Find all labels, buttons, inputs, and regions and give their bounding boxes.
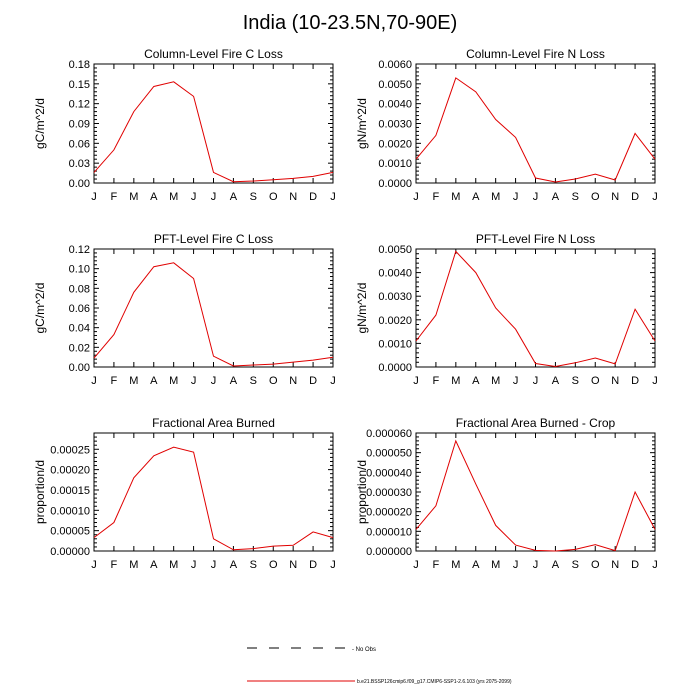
chart-title: Fractional Area Burned	[152, 416, 275, 430]
y-tick-label: 0.0000	[378, 362, 412, 374]
y-tick-label: 0.0050	[378, 78, 412, 91]
y-tick-label: 0.000010	[366, 526, 412, 539]
x-tick-label: J	[190, 559, 197, 571]
y-tick-label: 0.00010	[50, 505, 90, 518]
x-tick-label: J	[652, 191, 658, 203]
y-axis-label: proportion/d	[355, 459, 369, 525]
chart-title: Fractional Area Burned - Crop	[455, 416, 616, 430]
x-tick-label: A	[551, 191, 560, 203]
legend-obs-label: - No Obs	[352, 647, 377, 653]
x-tick-label: J	[330, 375, 336, 387]
x-tick-label: F	[432, 191, 440, 203]
x-tick-label: J	[413, 191, 419, 203]
x-tick-label: M	[169, 375, 179, 387]
x-tick-label: M	[491, 559, 501, 571]
x-tick-label: F	[110, 559, 118, 571]
x-tick-label: A	[551, 559, 560, 571]
x-tick-label: O	[268, 191, 278, 203]
x-tick-label: D	[631, 375, 640, 387]
y-tick-label: 0.000050	[366, 447, 412, 460]
y-tick-label: 0.00005	[50, 525, 90, 538]
y-tick-label: 0.0020	[378, 314, 412, 327]
y-tick-label: 0.00	[68, 362, 90, 374]
y-tick-label: 0.0010	[378, 158, 412, 171]
x-tick-label: J	[190, 375, 197, 387]
y-axis-label: proportion/d	[33, 459, 47, 525]
x-tick-label: J	[190, 191, 197, 203]
y-tick-label: 0.0060	[378, 59, 412, 71]
x-tick-label: A	[150, 559, 158, 571]
x-tick-label: D	[309, 559, 318, 571]
x-tick-label: M	[129, 191, 139, 203]
y-tick-label: 0.09	[68, 118, 90, 131]
x-tick-label: M	[451, 191, 461, 203]
y-tick-label: 0.0000	[378, 178, 412, 190]
y-tick-label: 0.00020	[50, 464, 90, 477]
x-tick-label: O	[268, 559, 278, 571]
y-tick-label: 0.0040	[378, 98, 412, 111]
y-tick-label: 0.12	[68, 244, 90, 256]
x-tick-label: S	[249, 559, 258, 571]
x-tick-label: M	[129, 375, 139, 387]
x-tick-label: S	[249, 191, 258, 203]
x-tick-label: J	[532, 191, 539, 203]
x-tick-label: A	[472, 375, 480, 387]
x-tick-label: J	[532, 559, 539, 571]
chart-title: PFT-Level Fire C Loss	[153, 232, 274, 246]
x-tick-label: F	[110, 191, 118, 203]
x-tick-label: A	[229, 375, 238, 387]
x-tick-label: M	[491, 191, 501, 203]
y-tick-label: 0.00025	[50, 444, 90, 457]
y-tick-label: 0.18	[68, 59, 90, 71]
y-tick-label: 0.0040	[378, 267, 412, 280]
x-tick-label: J	[532, 375, 539, 387]
chart-title: Column-Level Fire C Loss	[144, 47, 283, 61]
x-tick-label: D	[631, 559, 640, 571]
y-tick-label: 0.10	[68, 263, 90, 276]
x-tick-label: O	[590, 559, 600, 571]
x-tick-label: A	[472, 559, 480, 571]
y-tick-label: 0.000000	[366, 546, 412, 558]
x-tick-label: J	[512, 375, 519, 387]
x-tick-label: J	[210, 559, 217, 571]
x-tick-label: J	[210, 191, 217, 203]
y-tick-label: 0.000020	[366, 506, 412, 519]
x-tick-label: A	[472, 191, 480, 203]
x-tick-label: J	[91, 559, 97, 571]
y-tick-label: 0.0020	[378, 138, 412, 151]
page-title: India (10-23.5N,70-90E)	[242, 12, 458, 34]
y-tick-label: 0.03	[68, 158, 90, 171]
x-tick-label: M	[169, 191, 179, 203]
x-tick-label: J	[210, 375, 217, 387]
x-tick-label: J	[330, 191, 336, 203]
x-tick-label: O	[268, 375, 278, 387]
x-tick-label: F	[432, 559, 440, 571]
x-tick-label: J	[413, 559, 419, 571]
y-tick-label: 0.06	[68, 138, 90, 151]
x-tick-label: F	[432, 375, 440, 387]
x-tick-label: M	[451, 375, 461, 387]
y-tick-label: 0.15	[68, 78, 90, 91]
y-tick-label: 0.08	[68, 283, 90, 296]
x-tick-label: O	[590, 191, 600, 203]
x-tick-label: M	[491, 375, 501, 387]
y-tick-label: 0.0030	[378, 118, 412, 131]
x-tick-label: J	[512, 559, 519, 571]
x-tick-label: J	[652, 375, 658, 387]
y-tick-label: 0.0050	[378, 244, 412, 256]
x-tick-label: D	[309, 375, 318, 387]
y-tick-label: 0.06	[68, 303, 90, 315]
x-tick-label: J	[652, 559, 658, 571]
x-tick-label: A	[551, 375, 560, 387]
x-tick-label: D	[309, 191, 318, 203]
y-tick-label: 0.02	[68, 342, 90, 355]
y-tick-label: 0.04	[68, 322, 90, 335]
x-tick-label: N	[289, 191, 298, 203]
x-tick-label: J	[91, 375, 97, 387]
x-tick-label: J	[413, 375, 419, 387]
chart-title: Column-Level Fire N Loss	[466, 47, 605, 61]
x-tick-label: M	[451, 559, 461, 571]
x-tick-label: S	[249, 375, 258, 387]
y-axis-label: gC/m^2/d	[33, 98, 47, 149]
x-tick-label: A	[150, 191, 158, 203]
x-tick-label: M	[129, 559, 139, 571]
x-tick-label: J	[330, 559, 336, 571]
x-tick-label: A	[229, 559, 238, 571]
y-tick-label: 0.0030	[378, 291, 412, 304]
y-axis-label: gN/m^2/d	[355, 98, 369, 149]
x-tick-label: A	[150, 375, 158, 387]
x-tick-label: O	[590, 375, 600, 387]
x-tick-label: M	[169, 559, 179, 571]
x-tick-label: N	[611, 559, 620, 571]
x-tick-label: J	[512, 191, 519, 203]
legend-model-label: b.e21.BSSP126cmip6.f09_g17.CMIP6-SSP1-2.6.103 (yrs 2075-2099)	[357, 679, 512, 685]
x-tick-label: N	[611, 191, 620, 203]
y-axis-label: gN/m^2/d	[355, 282, 369, 334]
x-tick-label: F	[110, 375, 118, 387]
x-tick-label: A	[229, 191, 238, 203]
y-tick-label: 0.00015	[50, 484, 90, 497]
x-tick-label: N	[289, 559, 298, 571]
x-tick-label: S	[571, 375, 580, 387]
y-tick-label: 0.00	[68, 178, 90, 190]
x-tick-label: J	[91, 191, 97, 203]
x-tick-label: D	[631, 191, 640, 203]
x-tick-label: S	[571, 559, 580, 571]
y-tick-label: 0.0010	[378, 338, 412, 351]
chart-title: PFT-Level Fire N Loss	[475, 232, 596, 246]
x-tick-label: N	[611, 375, 620, 387]
y-tick-label: 0.000040	[366, 467, 412, 480]
y-tick-label: 0.000030	[366, 487, 412, 499]
x-tick-label: S	[571, 191, 580, 203]
y-tick-label: 0.12	[68, 98, 90, 111]
y-tick-label: 0.000060	[366, 428, 412, 440]
y-axis-label: gC/m^2/d	[33, 282, 47, 334]
x-tick-label: N	[289, 375, 298, 387]
y-tick-label: 0.00000	[50, 546, 90, 558]
